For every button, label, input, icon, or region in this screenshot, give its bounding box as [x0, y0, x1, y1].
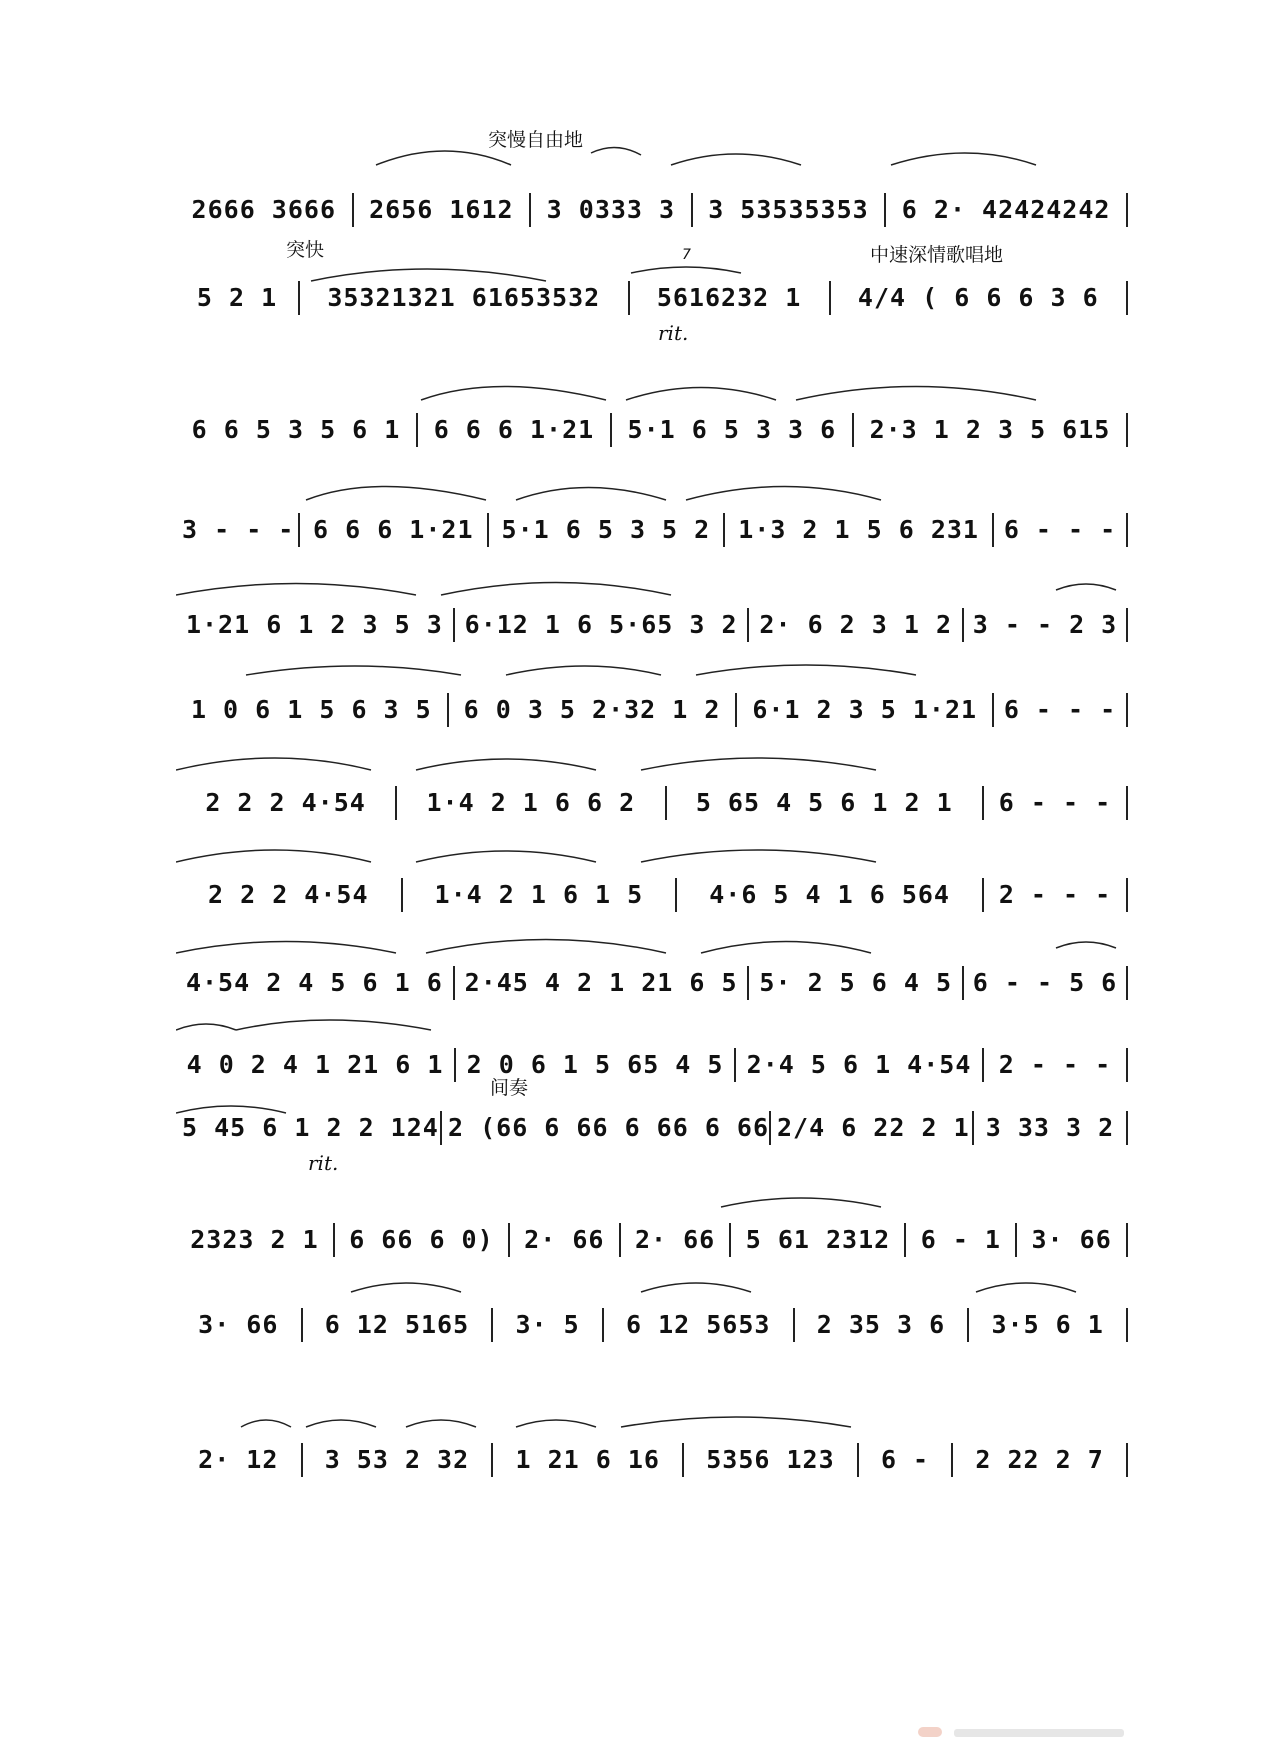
measure: 2·45 4 2 1 21 6 5 [455, 966, 750, 1000]
measure: 3· 66 [176, 1308, 303, 1342]
measure: 5· 2 5 6 4 5 [749, 966, 964, 1000]
measure: 6 - [859, 1443, 953, 1477]
measure: 2· 66 [510, 1223, 621, 1257]
measure: 5 65 4 5 6 1 2 1 [667, 786, 984, 820]
measure: 1 21 6 16 [493, 1443, 684, 1477]
measure: 2 - - - [984, 1048, 1128, 1082]
tempo-marking-moderate-lyrical: 中速深情歌唱地 [870, 244, 1004, 266]
measure: 6 - - 5 6 [964, 966, 1128, 1000]
measure: 3· 5 [493, 1308, 604, 1342]
measure: 4·6 5 4 1 6 564 [677, 878, 984, 912]
measure: 2 0 6 1 5 65 4 5 [456, 1048, 736, 1082]
notes-line [176, 193, 1128, 227]
measure: 5·1 6 5 3 5 2 [489, 513, 726, 547]
ritardando-marking: rit. [658, 321, 689, 345]
measure: 2666 3666 [176, 193, 354, 227]
notes-line [176, 1443, 1128, 1477]
measure: 6 6 6 1·21 [418, 413, 612, 447]
interlude-marking: 间奏 [490, 1077, 529, 1099]
measure: 3 53535353 [693, 193, 887, 227]
measure: 2 (66 6 66 6 66 6 66 [442, 1111, 771, 1145]
measure: 2 2 2 4·54 [176, 878, 403, 912]
measure: 2 - - - [984, 878, 1128, 912]
measure: 6 - - - [994, 513, 1128, 547]
measure: 5356 123 [684, 1443, 859, 1477]
measure: 6 - - - [984, 786, 1128, 820]
measure: 35321321 61653532 [300, 281, 630, 315]
measure: 1·3 2 1 5 6 231 [725, 513, 994, 547]
notes-line [176, 1308, 1128, 1342]
measure: 3 - - - [176, 513, 300, 547]
measure: 2· 6 2 3 1 2 [749, 608, 964, 642]
measure: 6·1 2 3 5 1·21 [737, 693, 994, 727]
measure: 4 0 2 4 1 21 6 1 [176, 1048, 456, 1082]
measure: 6 12 5653 [604, 1308, 795, 1342]
measure: 5 2 1 [176, 281, 300, 315]
score-row-4 [176, 445, 1128, 555]
ritardando-marking: rit. [308, 1151, 339, 1175]
measure: 1·21 6 1 2 3 5 3 [176, 608, 455, 642]
score-row-2 [176, 235, 1128, 345]
measure: 3 53 2 32 [303, 1443, 494, 1477]
measure: 6 6 6 1·21 [300, 513, 489, 547]
measure: 6 6 5 3 5 6 1 [176, 413, 418, 447]
watermark-graphic [918, 1723, 1138, 1737]
measure: 5616232 1 [630, 281, 831, 315]
score-row-14 [176, 1375, 1128, 1485]
measure: 2·4 5 6 1 4·54 [736, 1048, 984, 1082]
notes-line [176, 413, 1128, 447]
notes-line [176, 1111, 1128, 1145]
measure: 4/4 ( 6 6 6 3 6 [831, 281, 1128, 315]
score-row-1 [176, 125, 1128, 235]
measure: 1·4 2 1 6 6 2 [397, 786, 666, 820]
measure: 3· 66 [1017, 1223, 1128, 1257]
measure: 2656 1612 [354, 193, 532, 227]
measure: 2· 66 [621, 1223, 732, 1257]
measure: 6 - 1 [906, 1223, 1017, 1257]
measure: 6 - - - [994, 693, 1128, 727]
measure: 6 66 6 0) [335, 1223, 510, 1257]
measure: 2323 2 1 [176, 1223, 335, 1257]
measure: 5·1 6 5 3 3 6 [612, 413, 854, 447]
measure: 5 61 2312 [731, 1223, 906, 1257]
score-row-3 [176, 345, 1128, 455]
measure: 3 33 3 2 [974, 1111, 1128, 1145]
measure: 3 - - 2 3 [964, 608, 1128, 642]
measure: 1 0 6 1 5 6 3 5 [176, 693, 449, 727]
measure: 6 12 5165 [303, 1308, 494, 1342]
tuplet-number: 7 [682, 247, 691, 263]
measure: 1·4 2 1 6 1 5 [403, 878, 678, 912]
measure: 3·5 6 1 [969, 1308, 1128, 1342]
tempo-marking-slow-free: 突慢自由地 [488, 129, 584, 151]
measure: 6 0 3 5 2·32 1 2 [449, 693, 738, 727]
measure: 6 2· 42424242 [886, 193, 1128, 227]
measure: 2 35 3 6 [795, 1308, 970, 1342]
measure: 2 22 2 7 [953, 1443, 1128, 1477]
notes-line [176, 281, 1128, 315]
measure: 4·54 2 4 5 6 1 6 [176, 966, 455, 1000]
measure: 2 2 2 4·54 [176, 786, 397, 820]
tempo-marking-sudden-fast: 突快 [286, 239, 325, 261]
measure: 5 45 6 1 2 2 124 [176, 1111, 442, 1145]
measure: 2·3 1 2 3 5 615 [854, 413, 1128, 447]
score-row-13 [176, 1240, 1128, 1350]
measure: 2/4 6 22 2 1 [771, 1111, 974, 1145]
measure: 3 0333 3 [531, 193, 693, 227]
measure: 6·12 1 6 5·65 3 2 [455, 608, 750, 642]
measure: 2· 12 [176, 1443, 303, 1477]
